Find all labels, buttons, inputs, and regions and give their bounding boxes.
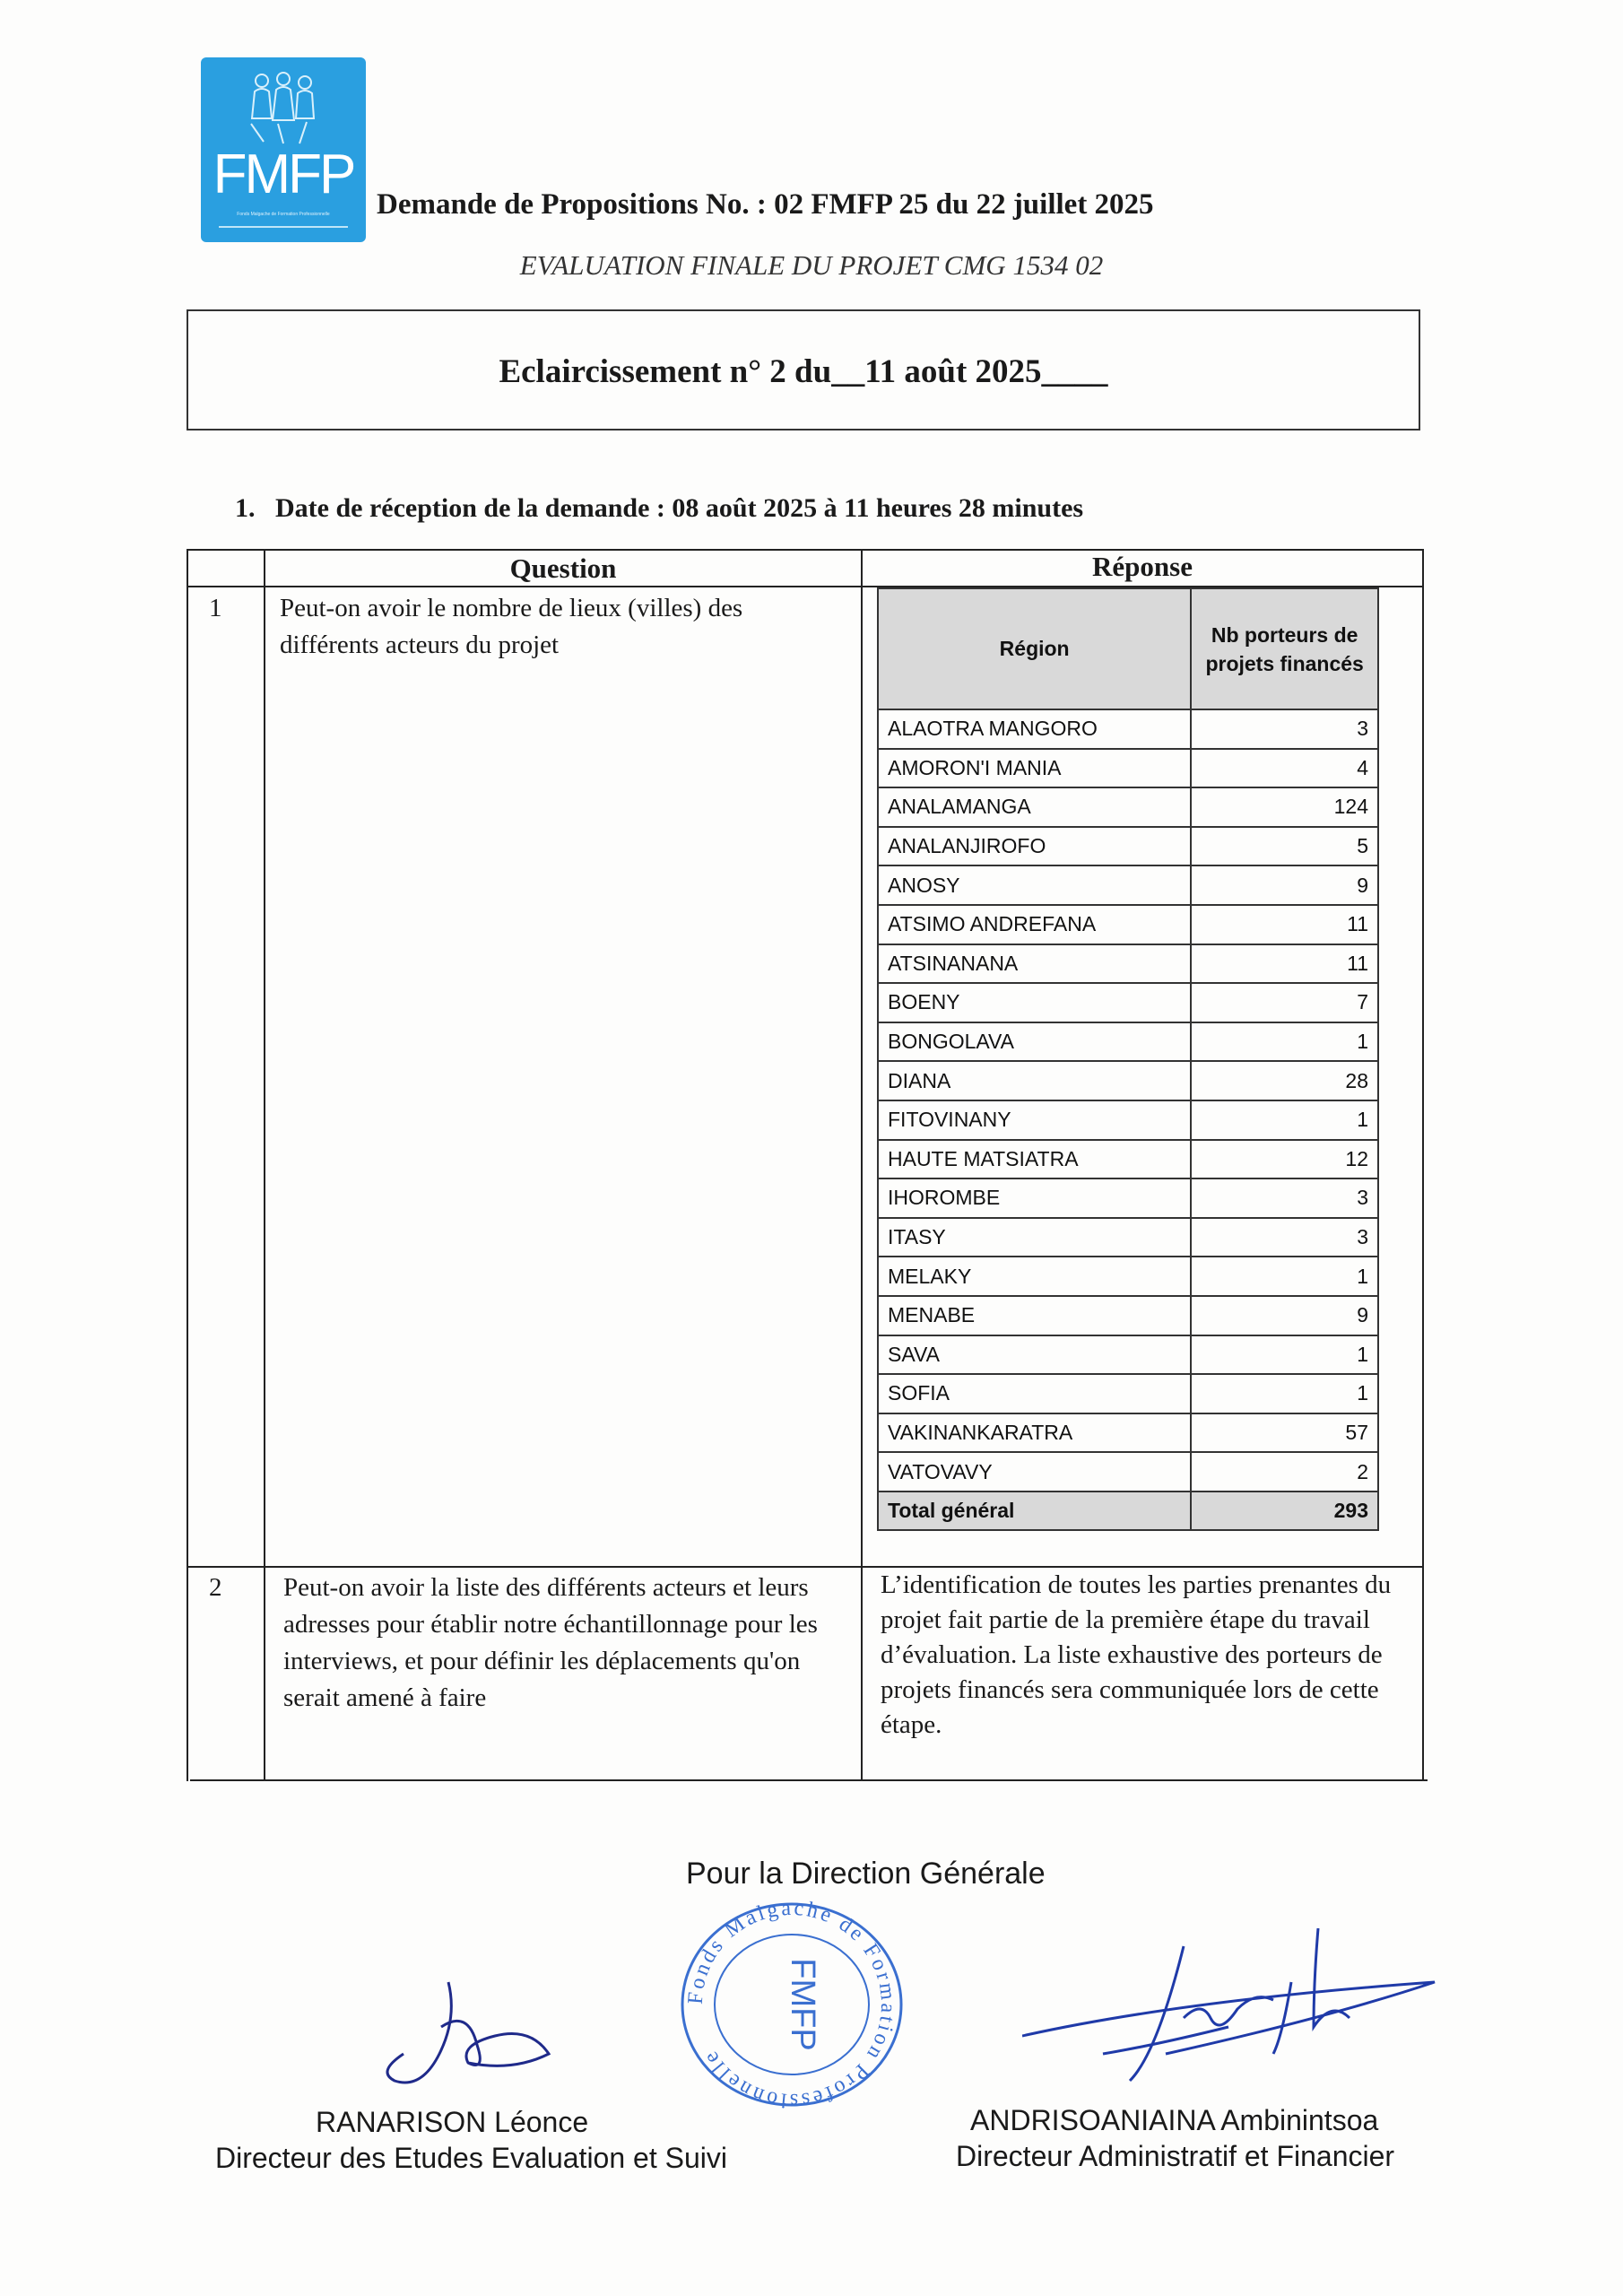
region-name: ANOSY	[878, 865, 1191, 905]
region-row	[878, 827, 1378, 866]
document-subtitle: EVALUATION FINALE DU PROJET CMG 1534 02	[519, 249, 1104, 281]
region-count: 3	[1191, 1218, 1378, 1257]
table-border-left	[187, 549, 188, 1781]
table-border-bottom	[190, 1779, 1428, 1781]
region-row	[878, 1061, 1378, 1100]
region-name: BOENY	[878, 983, 1191, 1022]
logo-divider	[219, 226, 348, 228]
table-border-right	[1422, 549, 1424, 1781]
region-row	[878, 1413, 1378, 1453]
table-col-divider	[861, 549, 863, 1781]
region-row	[878, 865, 1378, 905]
table-col-divider	[264, 549, 265, 1781]
region-row	[878, 709, 1378, 749]
region-name: ANALANJIROFO	[878, 827, 1191, 866]
region-row	[878, 905, 1378, 944]
stamp-center-text: FMFP	[784, 1958, 821, 2051]
region-count: 9	[1191, 865, 1378, 905]
count-column-header: Nb porteurs de projets financés	[1191, 588, 1378, 709]
region-name: HAUTE MATSIATRA	[878, 1140, 1191, 1179]
region-total-row	[878, 1492, 1378, 1531]
region-count: 1	[1191, 1335, 1378, 1375]
fmfp-logo	[201, 57, 366, 242]
region-count: 1	[1191, 1257, 1378, 1296]
region-name: MELAKY	[878, 1257, 1191, 1296]
region-row	[878, 1022, 1378, 1062]
question-text: Peut-on avoir la liste des différents acteurs et leurs adresses pour établir notre échantillonnage pour les interviews, et pour définir les déplacements qu'on serait amené à faire	[283, 1573, 818, 1712]
region-count: 7	[1191, 983, 1378, 1022]
clarification-title: Eclaircissement n° 2 du__11 août 2025____	[499, 353, 1108, 390]
region-name: BONGOLAVA	[878, 1022, 1191, 1062]
region-count: 57	[1191, 1413, 1378, 1453]
right-signatory-name: ANDRISOANIAINA Ambinintsoa	[970, 2104, 1379, 2136]
region-name: MENABE	[878, 1296, 1191, 1335]
region-name: ANALAMANGA	[878, 787, 1191, 827]
region-count: 3	[1191, 709, 1378, 749]
region-name: VATOVAVY	[878, 1452, 1191, 1492]
region-row	[878, 1335, 1378, 1375]
region-name: AMORON'I MANIA	[878, 749, 1191, 788]
total-value: 293	[1191, 1492, 1378, 1531]
region-name: VAKINANKARATRA	[878, 1413, 1191, 1453]
region-row	[878, 1296, 1378, 1335]
region-count: 3	[1191, 1178, 1378, 1218]
region-row	[878, 1178, 1378, 1218]
region-row	[878, 944, 1378, 984]
response-header: Réponse	[1092, 551, 1193, 582]
region-row	[878, 1374, 1378, 1413]
region-count: 1	[1191, 1022, 1378, 1062]
region-count: 1	[1191, 1374, 1378, 1413]
right-signatory-title: Directeur Administratif et Financier	[956, 2140, 1395, 2172]
region-count: 4	[1191, 749, 1378, 788]
direction-label: Pour la Direction Générale	[686, 1857, 1046, 1891]
region-name: SAVA	[878, 1335, 1191, 1375]
region-row	[878, 787, 1378, 827]
region-name: ALAOTRA MANGORO	[878, 709, 1191, 749]
region-count: 2	[1191, 1452, 1378, 1492]
region-count: 28	[1191, 1061, 1378, 1100]
region-column-header: Région	[878, 588, 1191, 709]
region-name: IHOROMBE	[878, 1178, 1191, 1218]
question-header: Question	[509, 552, 617, 584]
region-name: FITOVINANY	[878, 1100, 1191, 1140]
right-signature	[1022, 1928, 1444, 2108]
region-table-header	[878, 588, 1378, 709]
region-name: ATSINANANA	[878, 944, 1191, 984]
section-number: 1.	[235, 493, 256, 523]
response-text: L’identification de toutes les parties prenantes du projet fait partie de la première étape du travail d’évaluation. La liste exhaustive des porteurs de projets financés sera communiquée lors de cette étape.	[881, 1570, 1392, 1739]
region-name: SOFIA	[878, 1374, 1191, 1413]
region-row	[878, 1140, 1378, 1179]
region-count: 5	[1191, 827, 1378, 866]
section-text: Date de réception de la demande : 08 août 2025 à 11 heures 28 minutes	[275, 493, 1084, 523]
region-count: 1	[1191, 1100, 1378, 1140]
left-signature	[377, 1973, 565, 2117]
region-count: 124	[1191, 787, 1378, 827]
official-stamp	[671, 1892, 913, 2117]
region-row	[878, 1218, 1378, 1257]
region-name: DIANA	[878, 1061, 1191, 1100]
stamp-ring-text: Fonds Malgache de Formation Professionnelle	[683, 1896, 900, 2113]
region-count: 11	[1191, 905, 1378, 944]
people-figures-icon	[242, 70, 325, 147]
region-count: 11	[1191, 944, 1378, 984]
question-text: Peut-on avoir le nombre de lieux (villes) des différents acteurs du projet	[280, 594, 743, 659]
region-row	[878, 1452, 1378, 1492]
region-row	[878, 749, 1378, 788]
region-row	[878, 983, 1378, 1022]
left-signatory-name: RANARISON Léonce	[316, 2106, 589, 2138]
section-heading	[235, 493, 1083, 524]
logo-subtext: Fonds Malgache de Formation Professionnelle	[237, 212, 330, 217]
region-name: ATSIMO ANDREFANA	[878, 905, 1191, 944]
row-number: 1	[209, 594, 222, 622]
region-row	[878, 1257, 1378, 1296]
region-name: ITASY	[878, 1218, 1191, 1257]
region-count: 9	[1191, 1296, 1378, 1335]
row-number: 2	[209, 1573, 222, 1602]
document-title: Demande de Propositions No. : 02 FMFP 25 du 22 juillet 2025	[377, 188, 1154, 221]
logo-wordmark: FMFP	[213, 144, 354, 205]
left-signatory-title: Directeur des Etudes Evaluation et Suivi	[215, 2142, 727, 2174]
region-row	[878, 1100, 1378, 1140]
total-label: Total général	[878, 1492, 1191, 1531]
region-count: 12	[1191, 1140, 1378, 1179]
region-table	[877, 587, 1379, 1531]
